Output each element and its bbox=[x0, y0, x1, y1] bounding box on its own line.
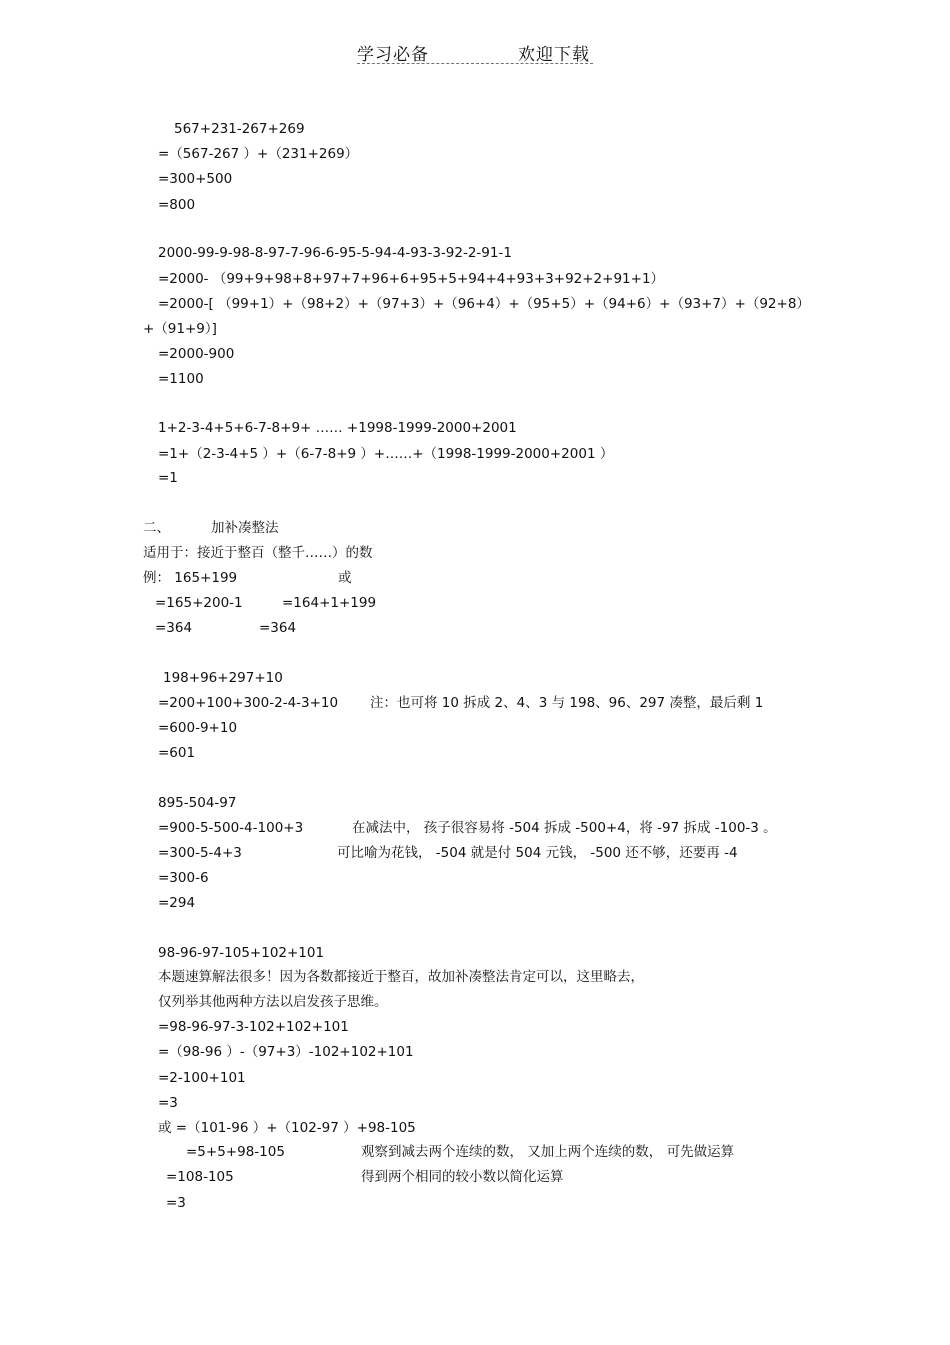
text-line: =108-105 bbox=[166, 1169, 234, 1185]
text-line: 198+96+297+10 bbox=[163, 670, 283, 686]
text-line: =165+200-1 bbox=[155, 595, 243, 611]
text-line: =200+100+300-2-4-3+10 bbox=[158, 695, 339, 711]
text-line: =3 bbox=[158, 1095, 178, 1111]
text-line: =2000-[ （99+1）+（98+2）+（97+3）+（96+4）+（95+5）+（94+6）+（93+7）+（92+8） bbox=[158, 296, 810, 312]
text-line: =2000-900 bbox=[158, 346, 235, 362]
text-line: 本题速算解法很多！因为各数都接近于整百，故加补凑整法肯定可以，这里略去， bbox=[158, 969, 644, 985]
text-line: 或 bbox=[338, 570, 352, 586]
text-line: =294 bbox=[158, 895, 196, 911]
text-line: =98-96-97-3-102+102+101 bbox=[158, 1019, 349, 1035]
text-line: =5+5+98-105 bbox=[186, 1144, 285, 1160]
text-line: 可比喻为花钱， -504 就是付 504 元钱， -500 还不够，还要再 -4 bbox=[337, 845, 738, 861]
header-left: 学习必备 bbox=[357, 45, 429, 65]
text-line: =300-5-4+3 bbox=[158, 845, 242, 861]
text-line: 例： 165+199 bbox=[143, 570, 238, 586]
text-line: 适用于：接近于整百（整千……）的数 bbox=[143, 545, 373, 561]
text-line: +（91+9）] bbox=[143, 321, 217, 337]
text-line: =2-100+101 bbox=[158, 1070, 246, 1086]
text-line: =164+1+199 bbox=[282, 595, 377, 611]
text-line: =（567-267 ）+（231+269） bbox=[158, 146, 359, 162]
text-line: 观察到减去两个连续的数， 又加上两个连续的数， 可先做运算 bbox=[361, 1144, 735, 1160]
text-line: =300-6 bbox=[158, 870, 209, 886]
text-line: 895-504-97 bbox=[158, 795, 237, 811]
text-line: 加补凑整法 bbox=[211, 520, 279, 536]
header-right: 欢迎下载 bbox=[518, 45, 590, 65]
text-line: 98-96-97-105+102+101 bbox=[158, 945, 325, 961]
text-line: 2000-99-9-98-8-97-7-96-6-95-5-94-4-93-3-92-2-91-1 bbox=[158, 245, 512, 261]
text-line: 或 =（101-96 ）+（102-97 ）+98-105 bbox=[158, 1120, 416, 1136]
text-line: =601 bbox=[158, 745, 196, 761]
text-line: =2000- （99+9+98+8+97+7+96+6+95+5+94+4+93+3+92+2+91+1） bbox=[158, 271, 665, 287]
text-line: =600-9+10 bbox=[158, 720, 238, 736]
text-line: =1 bbox=[158, 470, 178, 486]
text-line: =900-5-500-4-100+3 bbox=[158, 820, 304, 836]
text-line: =800 bbox=[158, 197, 196, 213]
text-line: =（98-96 ）-（97+3）-102+102+101 bbox=[158, 1044, 414, 1060]
text-line: 二、 bbox=[143, 520, 170, 536]
text-line: =1+（2-3-4+5 ）+（6-7-8+9 ）+……+（1998-1999-2000+2001 ） bbox=[158, 446, 614, 462]
text-line: 567+231-267+269 bbox=[174, 121, 305, 137]
text-line: 得到两个相同的较小数以简化运算 bbox=[361, 1169, 564, 1185]
text-line: =300+500 bbox=[158, 171, 233, 187]
text-line: =364 bbox=[155, 620, 193, 636]
text-line: =1100 bbox=[158, 371, 204, 387]
text-line: 仅列举其他两种方法以启发孩子思维。 bbox=[158, 994, 388, 1010]
header-rule bbox=[357, 63, 593, 64]
text-line: 在减法中， 孩子很容易将 -504 拆成 -500+4，将 -97 拆成 -100-3 。 bbox=[352, 820, 777, 836]
text-line: =364 bbox=[259, 620, 297, 636]
text-line: 1+2-3-4+5+6-7-8+9+ …… +1998-1999-2000+2001 bbox=[158, 420, 517, 436]
text-line: =3 bbox=[166, 1195, 186, 1211]
text-line: 注：也可将 10 拆成 2、4、3 与 198、96、297 凑整，最后剩 1 bbox=[370, 695, 764, 711]
